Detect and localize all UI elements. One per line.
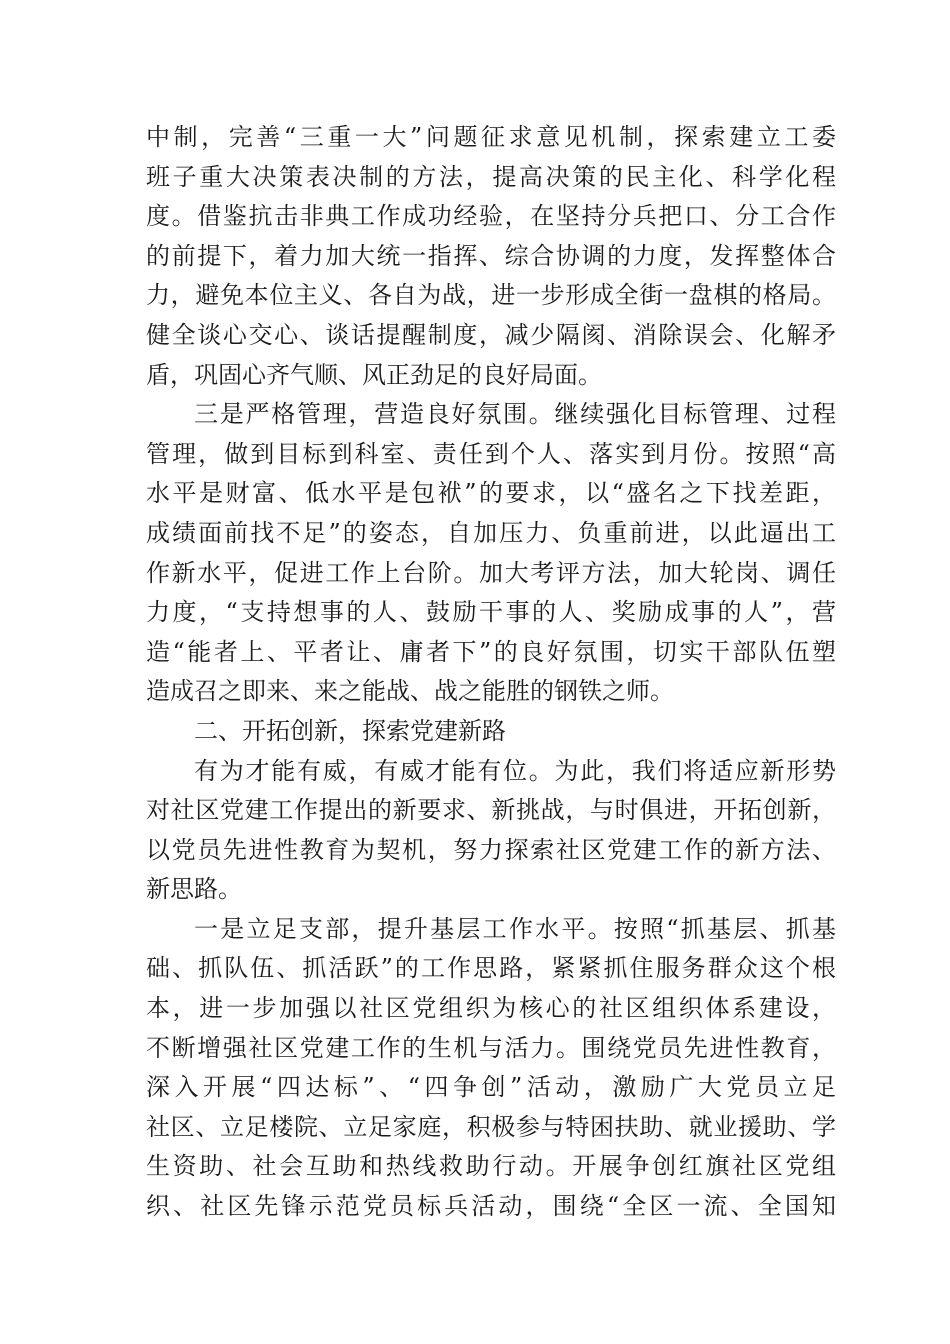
text-line: 一是立足支部，提升基层工作水平。按照“抓基层、抓基 (194, 914, 836, 943)
text-line: 班子重大决策表决制的方法，提高决策的民主化、科学化程 (146, 162, 836, 191)
text-line: 力度，“支持想事的人、鼓励干事的人、奖励成事的人”，营 (146, 598, 836, 627)
text-line: 作新水平，促进工作上台阶。加大考评方法，加大轮岗、调任 (146, 558, 836, 587)
document-page (146, 118, 836, 1227)
text-line: 深入开展“四达标”、“四争创”活动，激励广大党员立足 (146, 1073, 836, 1102)
text-line: 以党员先进性教育为契机，努力探索社区党建工作的新方法、 (146, 835, 836, 864)
text-line: 三是严格管理，营造良好氛围。继续强化目标管理、过程 (194, 400, 836, 429)
text-line: 新思路。 (146, 875, 242, 904)
text-line: 力，避免本位主义、各自为战，进一步形成全街一盘棋的格局。 (146, 281, 836, 310)
text-line: 社区、立足楼院、立足家庭，积极参与特困扶助、就业援助、学 (146, 1112, 836, 1141)
text-line: 管理，做到目标到科室、责任到个人、落实到月份。按照“高 (146, 439, 836, 468)
text-line: 有为才能有威，有威才能有位。为此，我们将适应新形势 (194, 756, 836, 785)
text-line: 础、抓队伍、抓活跃”的工作思路，紧紧抓住服务群众这个根 (146, 954, 836, 983)
text-line: 对社区党建工作提出的新要求、新挑战，与时俱进，开拓创新， (146, 796, 836, 825)
text-line: 生资助、社会互助和热线救助行动。开展争创红旗社区党组 (146, 1152, 836, 1181)
text-line: 织、社区先锋示范党员标兵活动，围绕“全区一流、全国知 (146, 1192, 836, 1221)
text-line: 中制，完善“三重一大”问题征求意见机制，探索建立工委 (146, 123, 836, 151)
text-line: 不断增强社区党建工作的生机与活力。围绕党员先进性教育， (146, 1033, 836, 1062)
text-line: 水平是财富、低水平是包袱”的要求，以“盛名之下找差距， (146, 479, 836, 508)
text-line: 造成召之即来、来之能战、战之能胜的钢铁之师。 (146, 677, 674, 706)
text-line: 度。借鉴抗击非典工作成功经验，在坚持分兵把口、分工合作 (146, 202, 836, 231)
text-line: 造“能者上、平者让、庸者下”的良好氛围，切实干部队伍塑 (146, 637, 836, 666)
text-line: 健全谈心交心、谈话提醒制度，减少隔阂、消除误会、化解矛 (146, 320, 836, 349)
text-line: 本，进一步加强以社区党组织为核心的社区组织体系建设， (146, 994, 836, 1023)
text-line: 盾，巩固心齐气顺、风正劲足的良好局面。 (146, 360, 602, 389)
text-line: 二、开拓创新，探索党建新路 (194, 716, 506, 745)
text-line: 的前提下，着力加大统一指挥、综合协调的力度，发挥整体合 (146, 241, 836, 270)
text-line: 成绩面前找不足”的姿态，自加压力、负重前进，以此逼出工 (146, 518, 836, 547)
